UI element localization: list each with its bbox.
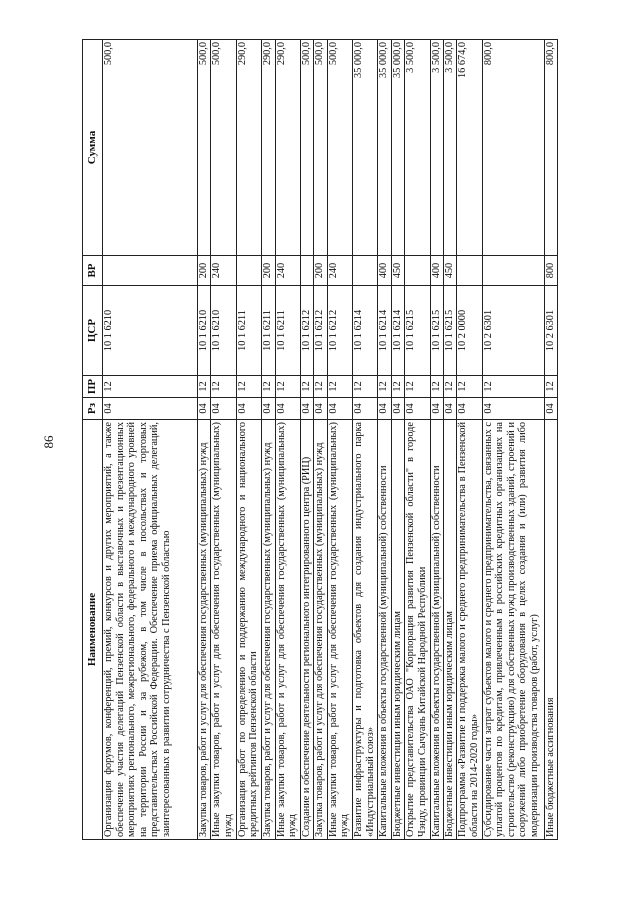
cell-csr: 10 1 6214 (353, 286, 378, 376)
cell-sum: 500,0 (211, 40, 236, 256)
cell-name: Иные закупки товаров, работ и услуг для обеспечения государственных (муниципальных) нужд (275, 420, 300, 840)
cell-vr: 200 (262, 256, 275, 286)
cell-rz: 04 (378, 398, 391, 420)
cell-pr: 12 (482, 376, 544, 398)
table-row (262, 40, 275, 840)
table-row (236, 40, 261, 840)
cell-rz: 04 (262, 398, 275, 420)
cell-rz: 04 (353, 398, 378, 420)
cell-vr (103, 256, 198, 286)
cell-csr: 10 2 0000 (457, 286, 482, 376)
cell-name: Закупка товаров, работ и услуг для обеспечения государственных (муниципальных) нужд (262, 420, 275, 840)
cell-vr (236, 256, 261, 286)
cell-name: Открытие представительства ОАО "Корпорация развития Пензенской области" в городе Чэнду, провинции Сычуань Китайской Народной Республики (405, 420, 430, 840)
cell-vr (405, 256, 430, 286)
cell-sum: 290,0 (275, 40, 300, 256)
cell-csr: 10 2 6301 (544, 286, 557, 376)
cell-name: Бюджетные инвестиции иным юридическим лицам (391, 420, 404, 840)
cell-csr: 10 1 6210 (103, 286, 198, 376)
table-row (327, 40, 352, 840)
cell-pr: 12 (275, 376, 300, 398)
cell-vr: 450 (443, 256, 456, 286)
cell-name: Субсидирование части затрат субъектов малого и среднего предпринимательства, связанных с уплатой процентов по кредитам, привлеченным в российских кредитных организациях на строительство (реконструкцию) для собственных нужд производственных зданий, строений и сооружений либо приобретение оборудования в целях создания и (или) развития либо модернизации производства товаров (работ, услуг) (482, 420, 544, 840)
header-rz: Рз (83, 398, 103, 420)
cell-pr: 12 (262, 376, 275, 398)
cell-csr: 10 1 6211 (236, 286, 261, 376)
header-csr: ЦСР (83, 286, 103, 376)
cell-csr: 10 1 6211 (262, 286, 275, 376)
table-row (405, 40, 430, 840)
cell-rz: 04 (275, 398, 300, 420)
table-row (198, 40, 211, 840)
cell-sum: 500,0 (198, 40, 211, 256)
cell-pr: 12 (353, 376, 378, 398)
cell-vr: 400 (378, 256, 391, 286)
header-pr: ПР (83, 376, 103, 398)
cell-csr: 10 1 6211 (275, 286, 300, 376)
cell-rz: 04 (443, 398, 456, 420)
table-row (275, 40, 300, 840)
cell-sum: 500,0 (327, 40, 352, 256)
cell-name: Иные закупки товаров, работ и услуг для обеспечения государственных (муниципальных) нужд (211, 420, 236, 840)
cell-csr: 10 2 6301 (482, 286, 544, 376)
cell-sum: 500,0 (300, 40, 313, 256)
cell-vr: 200 (314, 256, 327, 286)
table-row (103, 40, 198, 840)
cell-name: Организация работ по определению и поддержанию международного и национального кредитных рейтингов Пензенской области (236, 420, 261, 840)
cell-pr: 12 (405, 376, 430, 398)
cell-pr: 12 (198, 376, 211, 398)
cell-csr: 10 1 6215 (430, 286, 443, 376)
cell-pr: 12 (327, 376, 352, 398)
cell-csr: 10 1 6215 (405, 286, 430, 376)
cell-sum: 3 500,0 (443, 40, 456, 256)
cell-pr: 12 (544, 376, 557, 398)
cell-vr: 240 (327, 256, 352, 286)
cell-sum: 800,0 (482, 40, 544, 256)
cell-rz: 04 (405, 398, 430, 420)
cell-vr (482, 256, 544, 286)
cell-name: Иные закупки товаров, работ и услуг для обеспечения государственных (муниципальных) нужд (327, 420, 352, 840)
cell-rz: 04 (391, 398, 404, 420)
cell-sum: 800,0 (544, 40, 557, 256)
table-row (391, 40, 404, 840)
cell-pr: 12 (314, 376, 327, 398)
cell-rz: 04 (103, 398, 198, 420)
cell-name: Закупка товаров, работ и услуг для обеспечения государственных (муниципальных) нужд (198, 420, 211, 840)
cell-rz: 04 (457, 398, 482, 420)
cell-vr: 240 (211, 256, 236, 286)
table-row (443, 40, 456, 840)
cell-sum: 500,0 (314, 40, 327, 256)
cell-vr (300, 256, 313, 286)
cell-rz: 04 (327, 398, 352, 420)
cell-pr: 12 (103, 376, 198, 398)
cell-pr: 12 (443, 376, 456, 398)
table-row (457, 40, 482, 840)
table-row (378, 40, 391, 840)
cell-vr: 800 (544, 256, 557, 286)
cell-rz: 04 (300, 398, 313, 420)
cell-name: Бюджетные инвестиции иным юридическим лицам (443, 420, 456, 840)
cell-vr (457, 256, 482, 286)
cell-name: Создание и обеспечение деятельности регионального интегрированного центра (РИЦ) (300, 420, 313, 840)
cell-name: Закупка товаров, работ и услуг для обеспечения государственных (муниципальных) нужд (314, 420, 327, 840)
page-number: 86 (41, 435, 56, 449)
cell-sum: 3 500,0 (430, 40, 443, 256)
header-name: Наименование (83, 420, 103, 840)
budget-table (82, 39, 558, 840)
cell-name: Иные бюджетные ассигнования (544, 420, 557, 840)
cell-sum: 290,0 (236, 40, 261, 256)
cell-sum: 35 000,0 (353, 40, 378, 256)
rotated-page-content (82, 40, 558, 840)
cell-rz: 04 (544, 398, 557, 420)
cell-pr: 12 (457, 376, 482, 398)
cell-vr: 200 (198, 256, 211, 286)
table-row (300, 40, 313, 840)
cell-csr: 10 1 6212 (300, 286, 313, 376)
cell-pr: 12 (391, 376, 404, 398)
cell-name: Капитальные вложения в объекты государственной (муниципальной) собственности (378, 420, 391, 840)
cell-csr: 10 1 6212 (314, 286, 327, 376)
cell-csr: 10 1 6210 (198, 286, 211, 376)
cell-pr: 12 (236, 376, 261, 398)
cell-csr: 10 1 6214 (378, 286, 391, 376)
cell-name: Подпрограмма «Развитие и поддержка малого и среднего предпринимательства в Пензенской области на 2014-2020 годы» (457, 420, 482, 840)
cell-rz: 04 (211, 398, 236, 420)
table-row (482, 40, 544, 840)
table-row (353, 40, 378, 840)
cell-name: Развитие инфраструктуры и подготовка объектов для создания индустриального парка «Индустриальный союз» (353, 420, 378, 840)
header-sum: Сумма (83, 40, 103, 256)
cell-rz: 04 (482, 398, 544, 420)
table-row (430, 40, 443, 840)
cell-vr: 400 (430, 256, 443, 286)
cell-rz: 04 (236, 398, 261, 420)
cell-csr: 10 1 6214 (391, 286, 404, 376)
cell-csr: 10 1 6210 (211, 286, 236, 376)
cell-sum: 16 674,0 (457, 40, 482, 256)
cell-pr: 12 (378, 376, 391, 398)
cell-sum: 35 000,0 (391, 40, 404, 256)
header-vr: ВР (83, 256, 103, 286)
table-row (211, 40, 236, 840)
cell-sum: 500,0 (103, 40, 198, 256)
table-row (314, 40, 327, 840)
cell-csr: 10 1 6215 (443, 286, 456, 376)
cell-name: Организация форумов, конференций, премий, конкурсов и других мероприятий, а также обеспечение участия делегаций Пензенской области в выставочных и презентационных мероприятиях регионального, межрегионального, федерального и международного уровней на территории России и за рубежом, в том числе в посольствах и торговых представительствах Российской Федерации. Обеспечение приема официальных делегаций, заинтересованных в развитии сотрудничества с Пензенской областью (103, 420, 198, 840)
cell-name: Капитальные вложения в объекты государственной (муниципальной) собственности (430, 420, 443, 840)
cell-pr: 12 (300, 376, 313, 398)
table-header-row (83, 40, 103, 840)
cell-sum: 35 000,0 (378, 40, 391, 256)
cell-vr: 240 (275, 256, 300, 286)
cell-vr: 450 (391, 256, 404, 286)
cell-rz: 04 (430, 398, 443, 420)
cell-rz: 04 (314, 398, 327, 420)
cell-rz: 04 (198, 398, 211, 420)
cell-csr: 10 1 6212 (327, 286, 352, 376)
cell-sum: 3 500,0 (405, 40, 430, 256)
table-row (544, 40, 557, 840)
cell-pr: 12 (211, 376, 236, 398)
cell-sum: 290,0 (262, 40, 275, 256)
cell-vr (353, 256, 378, 286)
cell-pr: 12 (430, 376, 443, 398)
